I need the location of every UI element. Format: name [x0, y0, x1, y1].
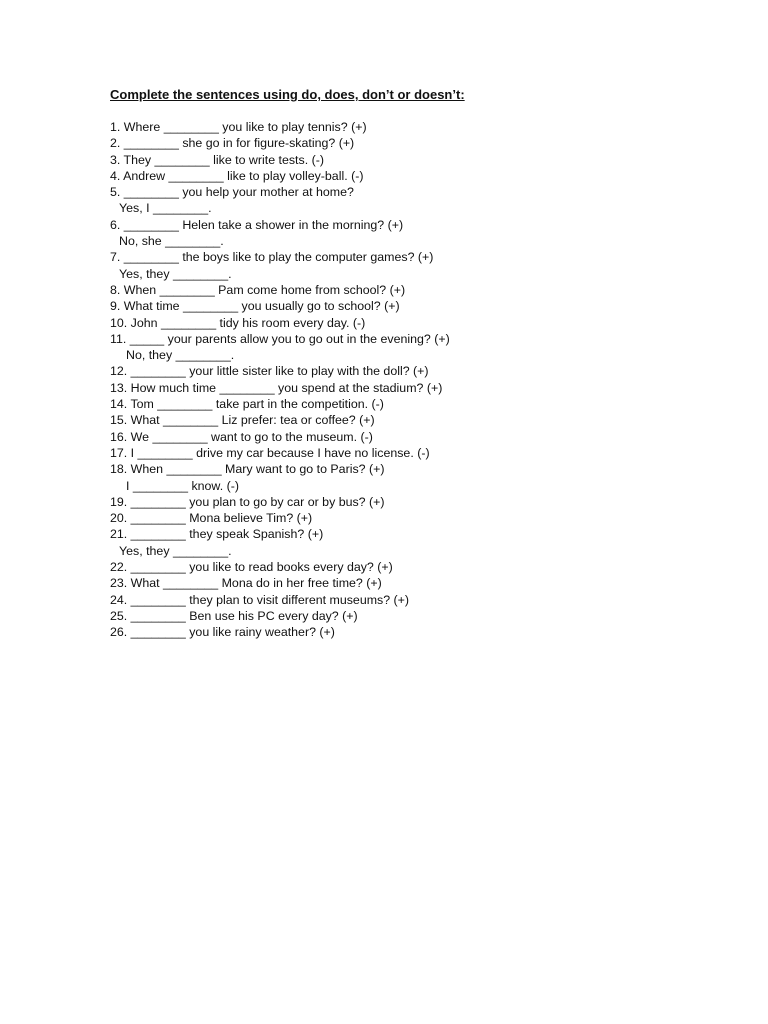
exercise-sentence: 19. ________ you plan to go by car or by bus? (+) — [110, 494, 385, 509]
exercise-sentence: 18. When ________ Mary want to go to Paris? (+) — [110, 462, 385, 477]
exercise-sentence: 7. ________ the boys like to play the computer games? (+) — [110, 250, 434, 265]
exercise-list — [110, 119, 670, 641]
exercise-sentence: 8. When ________ Pam come home from school? (+) — [110, 282, 406, 297]
exercise-sentence: 17. I ________ drive my car because I have no license. (-) — [110, 445, 430, 460]
exercise-sentence: 24. ________ they plan to visit different museums? (+) — [110, 592, 410, 607]
exercise-sentence: 4. Andrew ________ like to play volley-ball. (-) — [110, 168, 364, 183]
exercise-sentence: 16. We ________ want to go to the museum. (-) — [110, 429, 373, 444]
exercise-sentence: 25. ________ Ben use his PC every day? (+) — [110, 608, 358, 623]
exercise-sentence: 1. Where ________ you like to play tennis? (+) — [110, 120, 367, 134]
exercise-sentence: 5. ________ you help your mother at home? — [110, 185, 354, 200]
exercise-sentence: 2. ________ she go in for figure-skating? (+) — [110, 136, 355, 151]
exercise-sentence: 26. ________ you like rainy weather? (+) — [110, 625, 335, 640]
exercise-sentence: 22. ________ you like to read books every day? (+) — [110, 560, 393, 575]
exercise-sentence: 9. What time ________ you usually go to school? (+) — [110, 299, 400, 314]
exercise-sentence: 3. They ________ like to write tests. (-) — [110, 152, 324, 167]
answer-line: I ________ know. (-) — [126, 478, 239, 493]
exercise-sentence: 12. ________ your little sister like to play with the doll? (+) — [110, 364, 429, 379]
exercise-sentence: 6. ________ Helen take a shower in the morning? (+) — [110, 217, 404, 232]
answer-line: No, she ________. — [119, 234, 224, 249]
answer-line: Yes, they ________. — [119, 266, 232, 281]
exercise-sentence: 15. What ________ Liz prefer: tea or coffee? (+) — [110, 413, 375, 428]
worksheet — [110, 86, 670, 641]
exercise-sentence: 11. _____ your parents allow you to go out in the evening? (+) — [110, 331, 450, 346]
exercise-sentence: 21. ________ they speak Spanish? (+) — [110, 527, 324, 542]
exercise-sentence: 13. How much time ________ you spend at the stadium? (+) — [110, 380, 443, 395]
exercise-sentence: 10. John ________ tidy his room every day. (-) — [110, 315, 366, 330]
exercise-sentence: 14. Tom ________ take part in the competition. (-) — [110, 397, 384, 412]
worksheet-instructions: Complete the sentences using do, does, don’t or doesn’t: — [110, 87, 465, 102]
exercise-sentence: 20. ________ Mona believe Tim? (+) — [110, 511, 313, 526]
answer-line: Yes, they ________. — [119, 543, 232, 558]
exercise-sentence: 23. What ________ Mona do in her free time? (+) — [110, 576, 382, 591]
answer-line: Yes, I ________. — [119, 201, 212, 216]
answer-line: No, they ________. — [126, 348, 235, 363]
